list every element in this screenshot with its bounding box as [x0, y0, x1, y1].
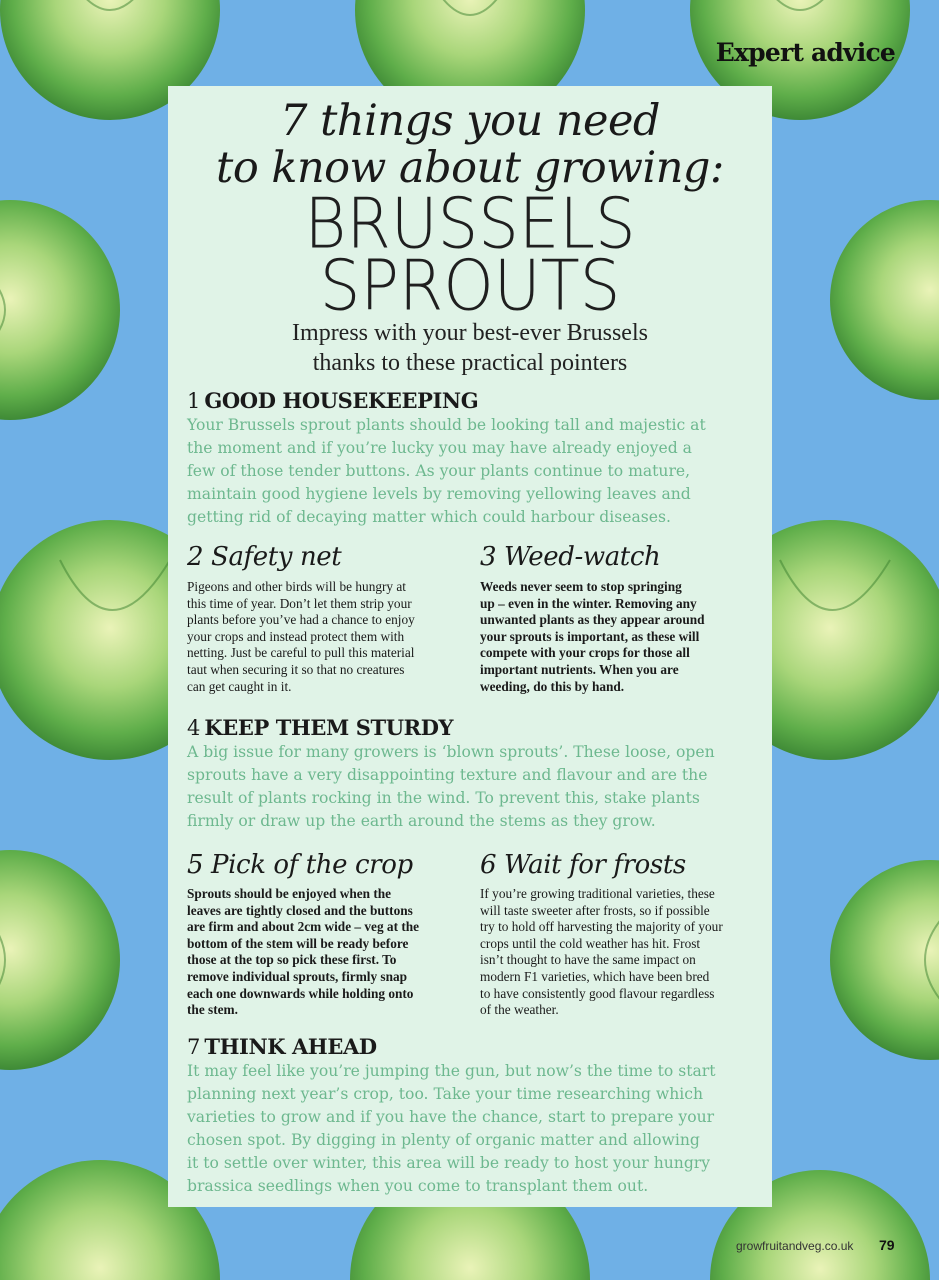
- title-main-line-2: SPROUTS: [319, 247, 621, 327]
- tip-2-body: [187, 579, 459, 695]
- tip-1-line: maintain good hygiene levels by removing yellowing leaves and: [187, 485, 691, 503]
- tip-5-line: leaves are tightly closed and the buttons: [187, 902, 413, 918]
- tip-3-line: unwanted plants as they appear around: [480, 612, 705, 628]
- tip-6-line: will taste sweeter after frosts, so if possible: [480, 902, 710, 918]
- tip-3-heading: [480, 542, 660, 572]
- tip-2-line: taut when securing it so that no creatures: [187, 661, 405, 677]
- page-number: 79: [879, 1237, 895, 1253]
- tip-1-line: getting rid of decaying matter which could harbour diseases.: [187, 508, 671, 526]
- tip-2-line: this time of year. Don’t let them strip your: [187, 595, 412, 611]
- tip-6-line: crops until the cold weather has hit. Frost: [480, 935, 701, 951]
- tip-7-heading: [187, 1034, 377, 1059]
- tip-5-line: the stem.: [187, 1002, 238, 1018]
- title-kicker-line-1: 7 things you need: [280, 96, 660, 146]
- tip-5-line: each one downwards while holding onto: [187, 985, 414, 1001]
- tip-4-number: 4: [187, 716, 201, 740]
- tip-3-body: [480, 579, 752, 695]
- tip-7-line: it to settle over winter, this area will be ready to host your hungry: [187, 1154, 711, 1172]
- title-main-line-1: BRUSSELS: [304, 185, 636, 265]
- tip-3-number: 3: [480, 542, 497, 572]
- tip-1-line: Your Brussels sprout plants should be looking tall and majestic at: [187, 416, 706, 434]
- section-label: Expert advice: [715, 38, 895, 67]
- article-panel: [168, 86, 772, 1207]
- tip-7-line: chosen spot. By digging in plenty of organic matter and allowing: [187, 1131, 700, 1149]
- tip-6-number: 6: [480, 850, 497, 880]
- tip-4-line: A big issue for many growers is ‘blown sprouts’. These loose, open: [187, 743, 715, 761]
- tip-5-line: Sprouts should be enjoyed when the: [187, 886, 392, 901]
- tip-7-line: planning next year’s crop, too. Take your time researching which: [187, 1085, 704, 1103]
- tip-7-line: It may feel like you’re jumping the gun, but now’s the time to start: [187, 1062, 716, 1080]
- tip-4-line: firmly or draw up the earth around the stems as they grow.: [187, 812, 656, 830]
- tip-3-line: compete with your crops for those all: [480, 645, 690, 661]
- tip-6-line: isn’t thought to have the same impact on: [480, 952, 696, 968]
- tip-6-line: If you’re growing traditional varieties, these: [480, 886, 715, 901]
- tip-2-line: your crops and instead protect them with: [187, 628, 405, 644]
- tip-2-number: 2: [187, 542, 204, 572]
- subtitle: [168, 318, 772, 378]
- tip-3-title: Weed-watch: [504, 542, 661, 572]
- tip-7-line: brassica seedlings when you come to transplant them out.: [187, 1177, 649, 1195]
- subtitle-line-1: Impress with your best-ever Brussels: [292, 320, 648, 346]
- tip-1-number: 1: [187, 389, 201, 413]
- tip-3-line: up – even in the winter. Removing any: [480, 595, 697, 611]
- tip-4-line: sprouts have a very disappointing texture and flavour and are the: [187, 766, 708, 784]
- tip-5-line: remove individual sprouts, firmly snap: [187, 968, 408, 984]
- tip-5-line: are firm and about 2cm wide – veg at the: [187, 919, 420, 935]
- tip-4-body: [187, 741, 757, 833]
- footer-website: growfruitandveg.co.uk: [736, 1239, 854, 1253]
- tip-6-title: Wait for frosts: [504, 850, 686, 880]
- tip-7-title: THINK AHEAD: [204, 1034, 377, 1059]
- tip-2-heading: [187, 542, 341, 572]
- tip-7-body: [187, 1060, 757, 1198]
- tip-3-line: weeding, do this by hand.: [480, 678, 625, 694]
- tip-5-line: bottom of the stem will be ready before: [187, 935, 409, 951]
- tip-3-line: Weeds never seem to stop springing: [480, 579, 682, 594]
- tip-6-line: try to hold off harvesting the majority of your: [480, 919, 723, 935]
- tip-5-number: 5: [187, 850, 204, 880]
- title-kicker-line-2: to know about growing:: [216, 143, 724, 193]
- tip-1-line: the moment and if you’re lucky you may have already enjoyed a: [187, 439, 692, 457]
- tip-4-line: result of plants rocking in the wind. To prevent this, stake plants: [187, 789, 700, 807]
- tip-3-line: your sprouts is important, as these will: [480, 628, 700, 644]
- tip-2-line: netting. Just be careful to pull this material: [187, 645, 415, 661]
- tip-2-line: can get caught in it.: [187, 678, 292, 694]
- tip-5-line: those at the top so pick these first. To: [187, 952, 397, 968]
- tip-5-body: [187, 886, 459, 1019]
- tip-6-heading: [480, 850, 686, 880]
- tip-5-heading: [187, 850, 413, 880]
- tip-6-line: modern F1 varieties, which have been bred: [480, 968, 710, 984]
- tip-6-body: [480, 886, 752, 1019]
- subtitle-line-2: thanks to these practical pointers: [312, 350, 628, 376]
- tip-5-title: Pick of the crop: [211, 850, 413, 880]
- tip-6-line: to have consistently good flavour regardless: [480, 985, 715, 1001]
- tip-1-line: few of those tender buttons. As your plants continue to mature,: [187, 462, 691, 480]
- tip-2-line: plants before you’ve had a chance to enjoy: [187, 612, 415, 628]
- tip-1-title: GOOD HOUSEKEEPING: [204, 388, 479, 413]
- tip-6-line: of the weather.: [480, 1002, 559, 1018]
- tip-3-line: important nutrients. When you are: [480, 661, 679, 677]
- tip-1-heading: [187, 388, 478, 413]
- tip-2-title: Safety net: [211, 542, 342, 572]
- tip-2-line: Pigeons and other birds will be hungry at: [187, 579, 406, 594]
- tip-7-number: 7: [187, 1035, 201, 1059]
- tip-7-line: varieties to grow and if you have the chance, start to prepare your: [187, 1108, 715, 1126]
- tip-4-title: KEEP THEM STURDY: [204, 715, 454, 740]
- tip-1-body: [187, 414, 757, 529]
- tip-4-heading: [187, 715, 453, 740]
